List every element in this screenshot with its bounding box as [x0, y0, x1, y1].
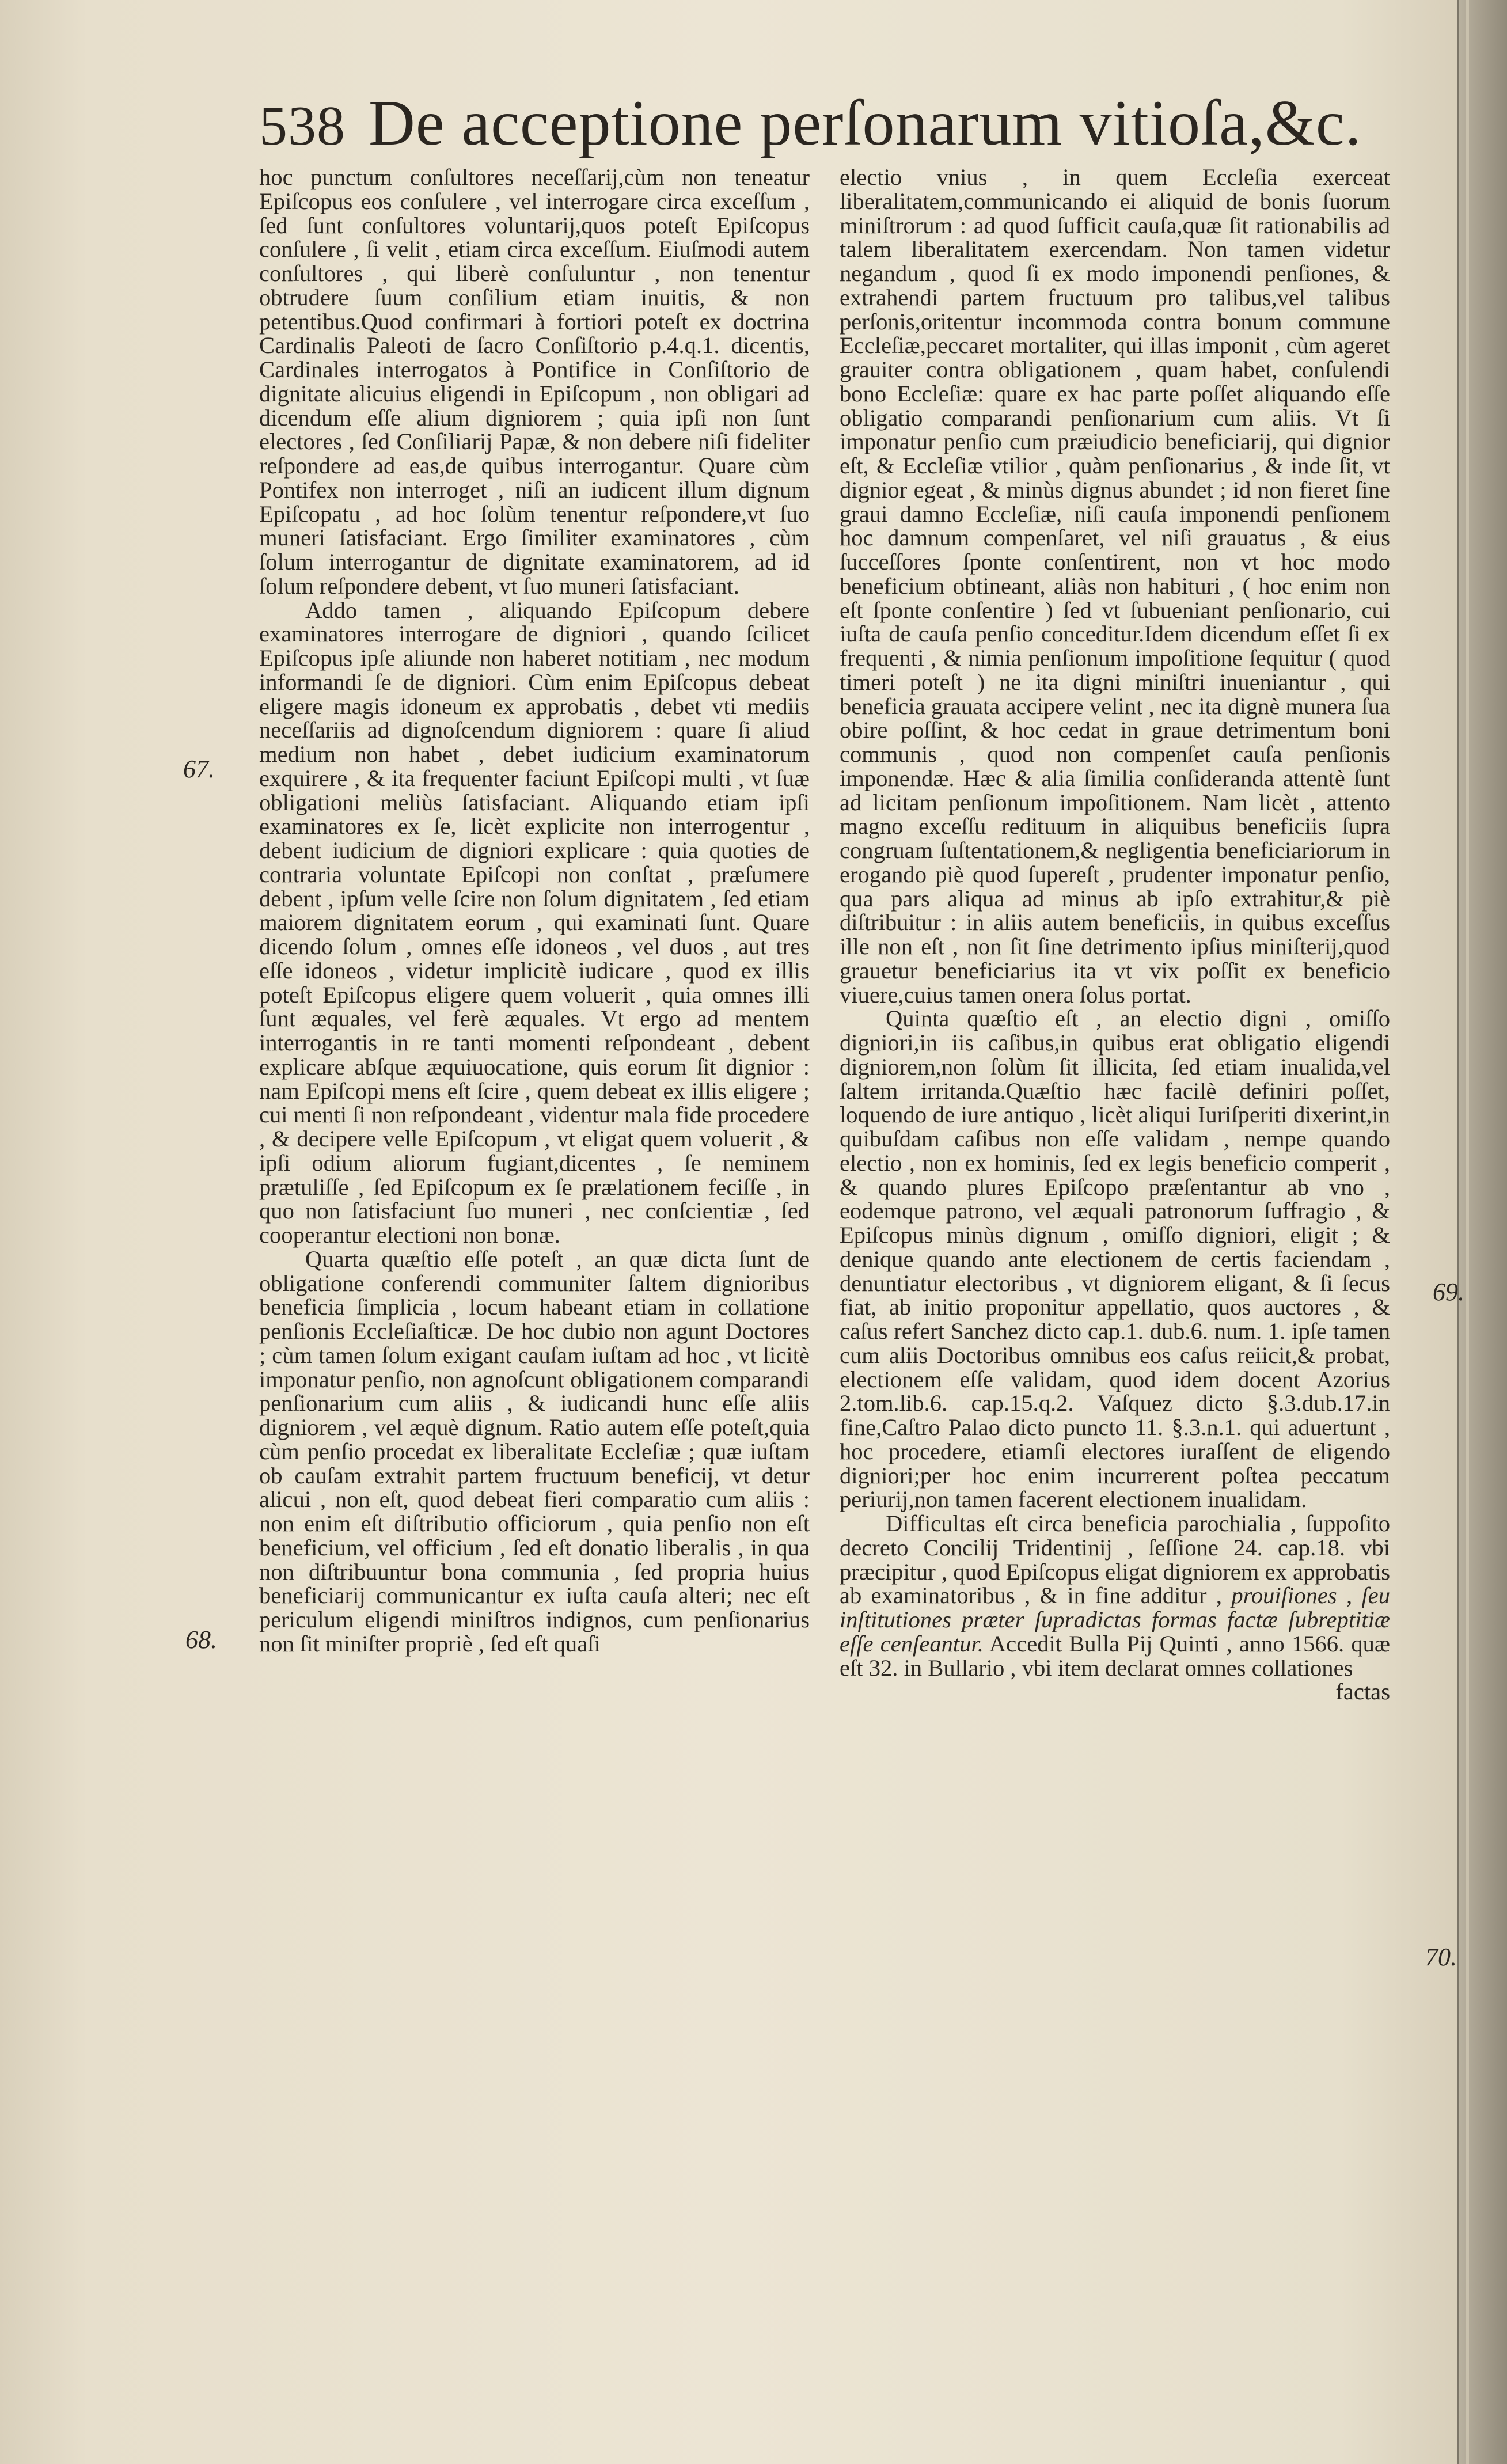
- running-title: De acceptione perſonarum vitioſa,&c.: [369, 88, 1362, 159]
- margin-number-70: 70.: [1425, 1943, 1457, 1971]
- running-head: [259, 86, 1382, 159]
- right-paragraph-1: electio vnius , in quem Eccleſia exerceat liberalitatem,communicando ei aliquid de bonis ſuorum miniſtrorum : ad quod ſufficit cauſa,quæ ſit rationabilis ad talem liberalitatem exercendam. Non tamen videtur negandum , quod ſi ex modo imponendi penſiones, & extrahendi partem fructuum pro talibus,vel talibus perſonis,oritentur incommoda contra bonum commune Eccleſiæ,peccaret mortaliter, qui illas imponit , cùm ageret grauiter contra obligationem , quam habet, conſulendi bono Eccleſiæ: quare ex hac parte poſſet aliquando eſſe obligatio comparandi penſionarium cum aliis. Vt ſi imponatur penſio cum præiudicio beneficiarij, qui dignior eſt, & Eccleſiæ vtilior , quàm penſionarius , & inde ſit, vt dignior egeat , & minùs dignus abundet ; id non fieret ſine graui damno Eccleſiæ, niſi cauſa imponendi penſionem hoc damnum compenſaret, vel niſi grauatus , & eius ſucceſſores ſponte conſentirent, non vt hoc modo beneficium obtineant, aliàs non habituri , ( hoc enim non eſt ſponte conſentire ) ſed vt ſubueniant penſionario, cui iuſta de cauſa penſio conceditur.Idem dicendum eſſet ſi ex frequenti , & nimia penſionum impoſitione ſequitur ( quod timeri poteſt ) ne ita digni miniſtri inueniantur , qui beneficia grauata accipere velint , nec ita dignè munera ſua obire poſſint, & hoc cedat in graue detrimentum boni communis , quod non compenſet cauſa penſionis imponendæ. Hæc & alia ſimilia conſideranda attentè ſunt ad licitam penſionum impoſitionem. Nam licèt , attento magno exceſſu redituum in aliquibus beneficiis ſupra congruam ſuſtentationem,& negligentia beneficiariorum in erogando piè quod ſupereſt , prudenter imponatur penſio, qua pars aliqua ad minus ab ipſo extrahitur,& piè diſtribuitur : in aliis autem beneficiis, in quibus exceſſus ille non eſt , non ſit ſine detrimento ipſius miniſterij,quod grauetur beneficiarius ita vt vix poſſit ex beneficio viuere,cuius tamen onera ſolus portat.: [840, 164, 1390, 1008]
- right-paragraph-2: Quinta quæſtio eſt , an electio digni , omiſſo digniori,in iis caſibus,in quibus erat obligatio eligendi digniorem,non ſolùm ſit illicita, ſed etiam inualida,vel ſaltem irritanda.Quæſtio hæc facilè definiri poſſet, loquendo de iure antiquo , licèt aliqui Iuriſperiti dixerint,in quibuſdam caſibus non eſſe validam , nempe quando electio , non ex hominis, ſed ex legis beneficio comperit , & quando plures Epiſcopo præſentantur ab vno , eodemque patrono, vel æquali patronorum ſuffragio , & Epiſcopus minùs dignum , omiſſo digniori, eligit ; & denique quando ante electionem de certis faciendam , denuntiatur electoribus , vt digniorem eligant, & ſi ſecus fiat, ab initio proponitur appellatio, quos auctores , & caſus refert Sanchez dicto cap.1. dub.6. num. 1. ipſe tamen cum aliis Doctoribus omnibus eos caſus reiicit,& probat, electionem eſſe validam, quod idem docent Azorius 2.tom.lib.6. cap.15.q.2. Vaſquez dicto §.3.dub.17.in fine,Caſtro Palao dicto puncto 11. §.3.n.1. qui aduertunt , hoc procedere, etiamſi electores iuraſſent de eligendo digniori;per hoc enim incurrerent poſtea peccatum periurij,non tamen facerent electionem inualidam.: [840, 1005, 1390, 1513]
- left-paragraph-2: Addo tamen , aliquando Epiſcopum debere examinatores interrogare de digniori , quando ſcilicet Epiſcopus ipſe aliunde non haberet notitiam , nec modum informandi ſe de digniori. Cùm enim Epiſcopus debeat eligere magis idoneum ex approbatis , debet vti mediis neceſſariis ad dignoſcendum digniorem : quare ſi aliud medium non habet , debet iudicium examinatorum exquirere , & ita frequenter faciunt Epiſcopi multi , vt ſuæ obligationi meliùs ſatisfaciant. Aliquando etiam ipſi examinatores ex ſe, licèt explicite non interrogentur , debent iudicium de digniori explicare : quia quoties de contraria voluntate Epiſcopi non conſtat , præſumere debent , ipſum velle ſcire non ſolum dignitatem , ſed etiam maiorem dignitatem eorum , qui examinati ſunt. Quare dicendo ſolum , omnes eſſe idoneos , vel duos , aut tres eſſe idoneos , videtur implicitè iudicare , quod ex illis poteſt Epiſcopus eligere quem voluerit , quia omnes illi ſunt æquales, vel ferè æquales. Vt ergo ad mentem interrogantis in re tanti momenti reſpondeant , debent explicare abſque æquiuocatione, quis eorum ſit dignior : nam Epiſcopi mens eſt ſcire , quem debeat ex illis eligere ; cui menti ſi non reſpondeant , videntur mala fide procedere , & decipere velle Epiſcopum , vt eligat quem voluerit , & ipſi odium aliorum fugiant,dicentes , ſe neminem prætuliſſe , ſed Epiſcopum ex ſe prælationem feciſſe , in quo non ſatisfaciunt ſuo muneri , nec conſcientiæ , ſed cooperantur electioni non bonæ.: [259, 597, 810, 1248]
- left-paragraph-1: hoc punctum conſultores neceſſarij,cùm non teneatur Epiſcopus eos conſulere , vel interrogare circa exceſſum , ſed ſunt conſultores voluntarij,quos poteſt Epiſcopus conſulere , ſi velit , etiam circa exceſſum. Eiuſmodi autem conſultores , qui liberè conſuluntur , non tenentur obtrudere ſuum conſilium etiam inuitis, & non petentibus.Quod confirmari à fortiori poteſt ex doctrina Cardinalis Paleoti de ſacro Conſiſtorio p.4.q.1. dicentis, Cardinales interrogatos à Pontifice in Conſiſtorio de dignitate alicuius eligendi in Epiſcopum , non obligari ad dicendum eſſe alium digniorem ; quia ipſi non ſunt electores , ſed Conſiliarij Papæ, & non debere niſi fideliter reſpondere ad eas,de quibus interrogantur. Quare cùm Pontifex non interroget , niſi an iudicent illum dignum Epiſcopatu , ad hoc ſolùm tenentur reſpondere,vt ſuo muneri ſatisfaciant. Ergo ſimiliter examinatores , cùm ſolum interrogantur de dignitate examinatorem, ad id ſolum reſpondere debent, vt ſuo muneri ſatisfaciant.: [259, 164, 810, 599]
- right-column: [840, 165, 1390, 1704]
- page-number: 538: [259, 95, 346, 157]
- catchword: factas: [1335, 1679, 1390, 1705]
- margin-number-69: 69.: [1433, 1278, 1464, 1306]
- right-paragraph-3-italic: prouiſiones , ſeu inſtitutiones præter ſupradictas formas factæ ſubreptitiæ eſſe cenſeantur.: [840, 1582, 1390, 1657]
- left-column: [259, 165, 810, 1656]
- page-edge-strip: [1466, 0, 1469, 2464]
- right-paragraph-3-text-b: Accedit Bulla Pij Quinti , anno 1566. quæ eſt 32. in Bullario , vbi item declarat omnes collationes: [840, 1630, 1391, 1681]
- right-paragraph-3-text-a: Difficultas eſt circa beneficia parochialia , ſuppoſito decreto Concilij Tridentinij , ſeſſione 24. cap.18. vbi præcipitur , quod Epiſcopus eligat digniorem ex approbatis ab examinatoribus , & in fine additur ,: [840, 1510, 1390, 1609]
- right-paragraph-3: [840, 1512, 1390, 1680]
- page-edge: [1457, 0, 1507, 2464]
- left-paragraph-3: Quarta quæſtio eſſe poteſt , an quæ dicta ſunt de obligatione conferendi communiter ſaltem dignioribus beneficia ſimplicia , locum habeant etiam in collatione penſionis Eccleſiaſticæ. De hoc dubio non agunt Doctores ; cùm tamen ſolum exigant cauſam iuſtam ad hoc , vt licitè imponatur penſio, non agnoſcunt obligationem comparandi penſionarium cum aliis , & iudicandi hunc eſſe aliis digniorem , vel æquè dignum. Ratio autem eſſe poteſt,quia cùm penſio procedat ex liberalitate Eccleſiæ ; quæ iuſtam ob cauſam extrahit partem fructuum beneficij, vt detur alicui , non eſt, quod debeat fieri comparatio cum aliis : non enim eſt diſtributio officiorum , quia penſio non eſt beneficium, vel officium , ſed eſt donatio liberalis , in qua non diſtribuuntur bona communia , ſed propria huius beneficiarij communicantur ex iuſta cauſa alteri; nec eſt periculum eligendi miniſtros indignos, cum penſionarius non ſit miniſter propriè , ſed eſt quaſi: [259, 1246, 810, 1657]
- margin-number-68: 68.: [185, 1626, 217, 1654]
- margin-number-67: 67.: [183, 755, 215, 783]
